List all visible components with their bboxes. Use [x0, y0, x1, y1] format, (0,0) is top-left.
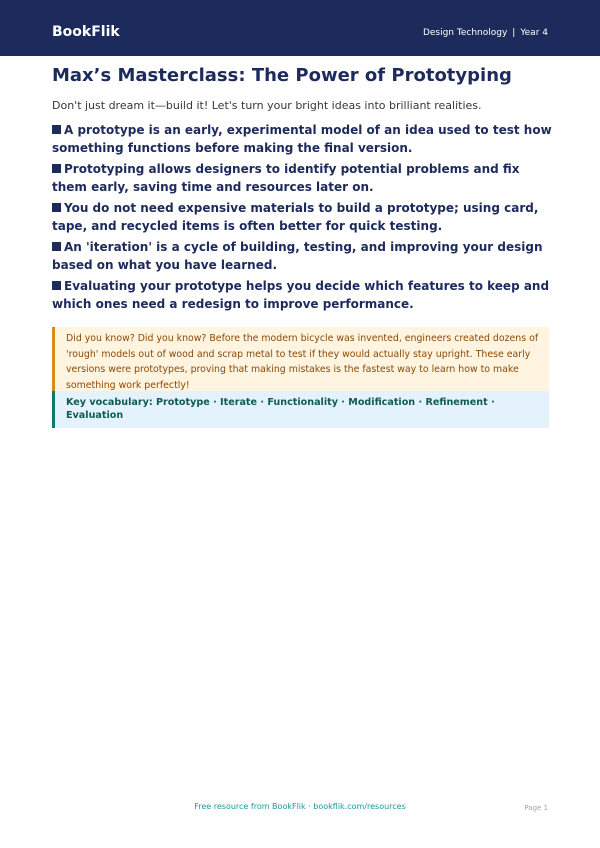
square-bullet-icon	[52, 203, 61, 212]
page-number: Page 1	[524, 804, 548, 812]
square-bullet-icon	[52, 281, 61, 290]
key-point-text: Evaluating your prototype helps you decide which features to keep and which ones need a redesign to improve performance.	[52, 279, 550, 311]
subject-label: Design Technology	[422, 28, 508, 38]
key-point	[52, 239, 552, 274]
square-bullet-icon	[52, 125, 61, 134]
key-vocabulary-box: Key vocabulary: Prototype · Iterate · Functionality · Modification · Refinement · Evaluation	[52, 391, 549, 428]
key-point	[52, 161, 552, 196]
key-point	[52, 122, 552, 157]
header-meta	[423, 27, 548, 39]
square-bullet-icon	[52, 164, 61, 173]
key-point-text: An 'iteration' is a cycle of building, testing, and improving your design based on what you have learned.	[52, 240, 543, 272]
key-point-text: You do not need expensive materials to build a prototype; using card, tape, and recycled items is often better for quick testing.	[52, 201, 539, 233]
year-label: Year 4	[520, 28, 548, 38]
intro-text: Don't just dream it—build it! Let's turn your bright ideas into brilliant realities.	[52, 99, 482, 112]
key-point	[52, 200, 552, 235]
footer-link[interactable]: Free resource from BookFlik · bookflik.com/resources	[194, 802, 406, 811]
key-point-text: A prototype is an early, experimental model of an idea used to test how something functions before making the final version.	[52, 123, 552, 155]
header-bar	[0, 0, 600, 56]
page-title: Max’s Masterclass: The Power of Prototyping	[52, 65, 512, 86]
header-separator: |	[512, 28, 516, 38]
did-you-know-callout: Did you know? Did you know? Before the modern bicycle was invented, engineers created dozens of 'rough' models out of wood and scrap metal to test if they would actually stay upright. These early versions were prototypes, proving that making mistakes is the fastest way to learn how to make something work perfectly!	[52, 327, 549, 391]
brand-logo-text[interactable]: BookFlik	[52, 24, 120, 40]
square-bullet-icon	[52, 242, 61, 251]
key-point	[52, 278, 552, 313]
key-points-list	[52, 122, 552, 317]
key-point-text: Prototyping allows designers to identify potential problems and fix them early, saving time and resources later on.	[52, 162, 520, 194]
